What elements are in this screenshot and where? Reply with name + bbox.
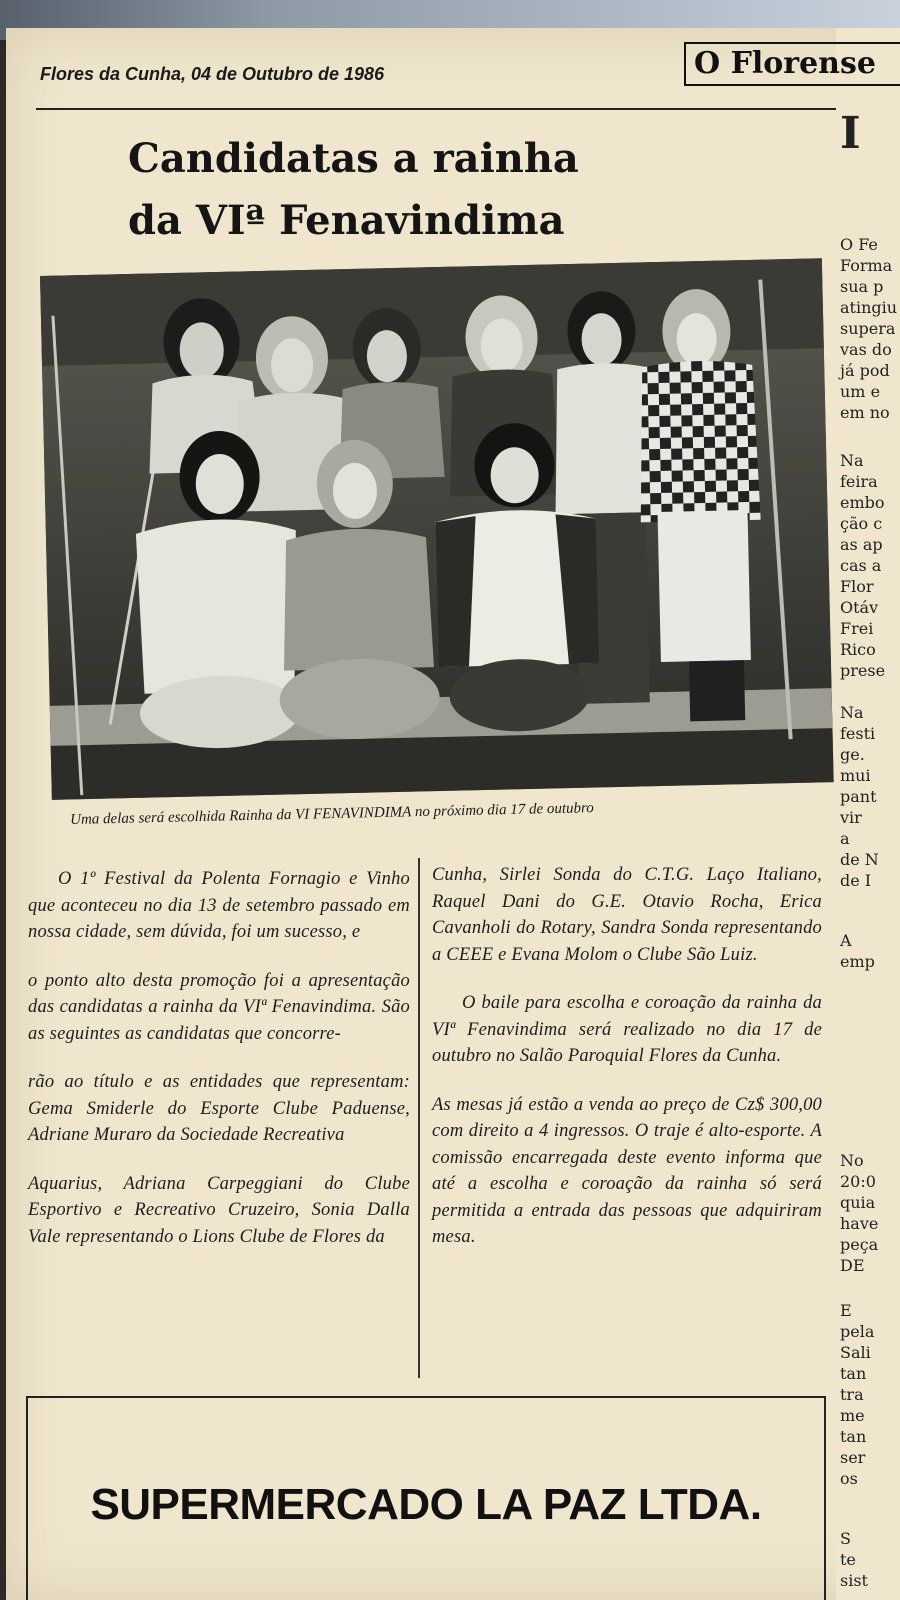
paragraph: rão ao título e as entidades que representam: Gema Smiderle do Esporte Clube Paduense, Adriane Muraro da Sociedade Recreativa — [28, 1072, 410, 1145]
text-fragment: O Fe — [840, 235, 878, 254]
text-fragment: ge. — [840, 745, 865, 764]
article-title — [128, 128, 768, 252]
text-fragment: No — [840, 1151, 864, 1170]
right-column-text-f — [840, 1300, 900, 1489]
text-fragment: vir — [840, 808, 862, 827]
text-fragment: já pod — [840, 361, 890, 380]
text-fragment: pela — [840, 1322, 875, 1341]
text-fragment: pant — [840, 787, 877, 806]
text-fragment: Otáv — [840, 598, 879, 617]
text-fragment: a — [840, 829, 850, 848]
text-fragment: embo — [840, 493, 885, 512]
text-fragment: festi — [840, 724, 876, 743]
text-fragment: Na — [840, 451, 864, 470]
right-column-text-e — [840, 1150, 900, 1276]
paragraph: As mesas já estão a venda ao preço de Cz$ 300,00 com direito a 4 ingressos. O traje é alto-esporte. A comissão encarregada deste evento informa que até a escolha e coroação da rainha só será permitida a entrada das pessoas que adquiriram mesa. — [432, 1094, 822, 1247]
advertisement-text: SUPERMERCADO LA PAZ LTDA. — [90, 1480, 762, 1529]
text-fragment: um e — [840, 382, 881, 401]
text-fragment: Frei — [840, 619, 874, 638]
right-column-text-b — [840, 450, 900, 681]
text-fragment: as ap — [840, 535, 883, 554]
advertisement-box — [26, 1396, 826, 1600]
text-fragment: os — [840, 1469, 858, 1488]
right-column-text-a — [840, 234, 900, 423]
text-fragment: vas do — [840, 340, 892, 359]
column-divider — [418, 858, 420, 1378]
text-fragment: cas a — [840, 556, 882, 575]
text-fragment: me — [840, 1406, 865, 1425]
text-fragment: Rico — [840, 640, 876, 659]
paragraph: O baile para escolha e coroação da rainha da VIª Fenavindima será realizado no dia 17 de outubro no Salão Paroquial Flores da Cunha. — [432, 993, 822, 1066]
text-fragment: de N — [840, 850, 879, 869]
dateline: Flores da Cunha, 04 de Outubro de 1986 — [40, 64, 385, 84]
photo-illustration — [40, 258, 834, 800]
text-fragment: Sali — [840, 1343, 871, 1362]
text-fragment: E — [840, 1301, 852, 1320]
header-rule — [36, 108, 836, 110]
title-line-1: Candidatas a rainha — [128, 135, 579, 182]
paragraph: o ponto alto desta promoção foi a apresentação das candidatas a rainha da VIª Fenavindima. São as seguintes as candidatas que concorre- — [28, 970, 410, 1044]
right-column-text-c — [840, 702, 900, 891]
text-fragment: tan — [840, 1364, 867, 1383]
right-column-text-d — [840, 930, 900, 972]
text-fragment: emp — [840, 952, 875, 971]
text-fragment: A — [840, 931, 852, 950]
text-fragment: sua p — [840, 277, 884, 296]
text-fragment: Na — [840, 703, 864, 722]
text-fragment: DE — [840, 1256, 865, 1275]
text-fragment: sist — [840, 1571, 868, 1590]
text-fragment: ser — [840, 1448, 866, 1467]
photo-caption: Uma delas será escolhida Rainha da VI FENAVINDIMA no próximo dia 17 de outubro — [70, 800, 595, 828]
text-fragment: atingiu — [840, 298, 898, 317]
text-fragment: tan — [840, 1427, 867, 1446]
text-fragment: em no — [840, 403, 890, 422]
right-column-text-g — [840, 1528, 900, 1591]
right-headline-fragment: I — [840, 108, 861, 159]
text-fragment: Forma — [840, 256, 893, 275]
text-fragment: mui — [840, 766, 871, 785]
text-fragment: tra — [840, 1385, 864, 1404]
text-fragment: 20:0 — [840, 1172, 876, 1191]
text-fragment: S — [840, 1529, 851, 1548]
text-fragment: prese — [840, 661, 886, 680]
paragraph: O 1º Festival da Polenta Fornagio e Vinho que aconteceu no dia 13 de setembro passado em nossa cidade, sem dúvida, foi um sucesso, e — [28, 869, 410, 942]
text-fragment: ção c — [840, 514, 883, 533]
paragraph: Aquarius, Adriana Carpeggiani do Clube Esportivo e Recreativo Cruzeiro, Sonia Dalla Vale representando o Lions Clube de Flores da — [28, 1173, 410, 1247]
text-fragment: supera — [840, 319, 896, 338]
text-fragment: quia — [840, 1193, 876, 1212]
candidates-photo — [40, 258, 834, 800]
text-fragment: peça — [840, 1235, 879, 1254]
title-line-2: da VIª Fenavindima — [128, 197, 565, 244]
paragraph: Cunha, Sirlei Sonda do C.T.G. Laço Italiano, Raquel Dani do G.E. Otavio Rocha, Erica Cavanholi do Rotary, Sandra Sonda representando a CEEE e Evana Molom o Clube São Luiz. — [432, 865, 822, 965]
masthead: O Florense — [684, 42, 900, 86]
article-column-1 — [28, 866, 410, 1272]
text-fragment: have — [840, 1214, 879, 1233]
text-fragment: te — [840, 1550, 856, 1569]
text-fragment: feira — [840, 472, 878, 491]
text-fragment: Flor — [840, 577, 874, 596]
article-column-2 — [432, 862, 822, 1273]
text-fragment: de I — [840, 871, 872, 890]
